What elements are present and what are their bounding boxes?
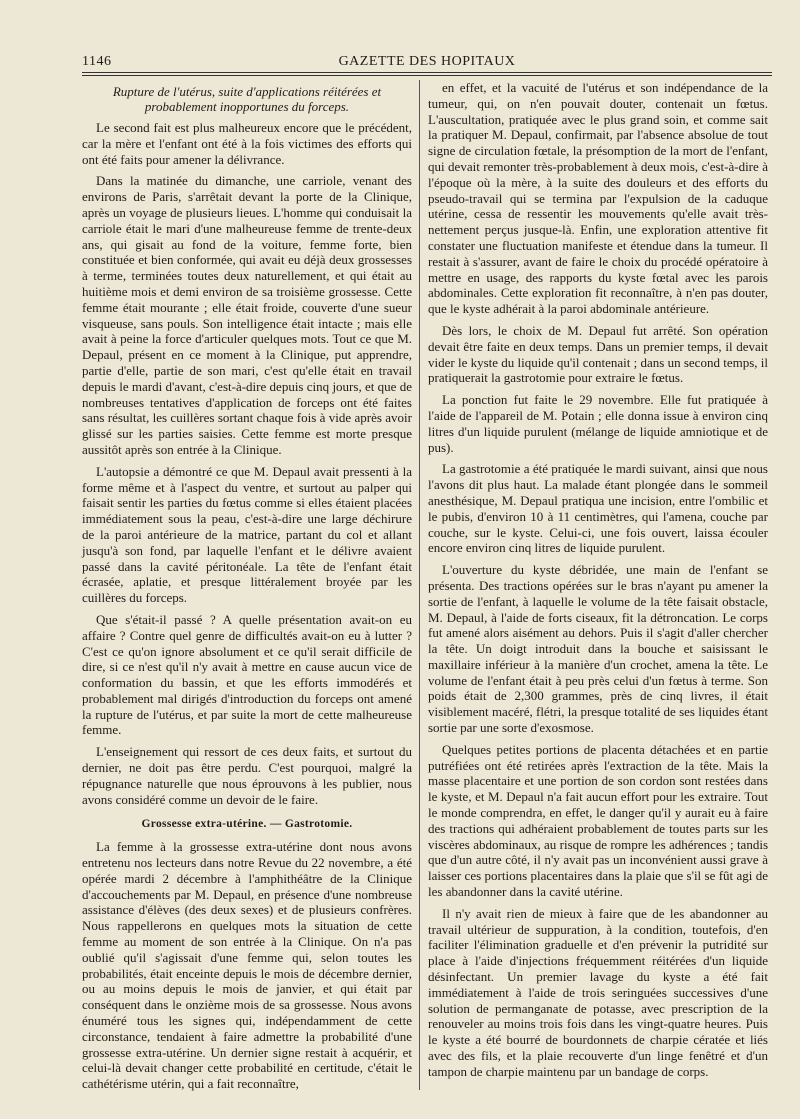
- paragraph: Que s'était-il passé ? A quelle présentation avait-on eu affaire ? Contre quel genre de difficultés avait-on eu à lutter ? C'est ce qu'on ignore absolument et ce qu'il serait difficile de dire, si ce n'est qu'il n'y avait à mettre en cause aucun vice de conformation du bassin, et que les efforts immodérés et probablement mal dirigés d'introduction du forceps ont amené la rupture de l'utérus, et par suite la mort de cette malheureuse femme.: [82, 611, 412, 738]
- header-rule-double: [82, 75, 772, 76]
- paragraph: en effet, et la vacuité de l'utérus et son indépendance de la tumeur, qui, on n'en pouvait douter, contenait un fœtus. L'auscultation, pratiquée avec le plus grand soin, et comme sait la pratiquer M. Depaul, confirmait, par l'absence absolue de tout signe de circulation fœtale, la présomption de la mort de l'enfant, qui devait remonter très-probablement à deux mois, c'est-à-dire à l'époque où la mère, à la suite des douleurs et des efforts du pseudo-travail qui se termina par l'expulsion de la caduque utérine, cessa de ressentir les mouvements qu'elle avait très-nettement perçus jusque-là. Enfin, une exploration attentive fit constater une fluctuation manifeste et étendue dans la tumeur. Il restait à s'assurer, avant de faire le choix du procédé opératoire à mettre en usage, des rapports du kyste fœtal avec les parois abdominales. Cette exploration fit reconnaître, à n'en pas douter, que le kyste adhérait à la paroi abdominale antérieure.: [428, 80, 768, 317]
- paragraph: La ponction fut faite le 29 novembre. Elle fut pratiquée à l'aide de l'appareil de M. Potain ; elle donna issue à environ cinq litres d'un liquide purulent (mélange de liquide amniotique et de pus).: [428, 392, 768, 455]
- left-column: [82, 80, 412, 1098]
- journal-title: GAZETTE DES HOPITAUX: [338, 54, 516, 69]
- paragraph: Le second fait est plus malheureux encore que le précédent, car la mère et l'enfant ont été à la fois victimes des efforts qui ont été faits pour amener la délivrance.: [82, 120, 412, 167]
- paragraph: Dans la matinée du dimanche, une carriole, venant des environs de Paris, s'arrêtait devant la porte de la Clinique, après un voyage de plusieurs lieues. L'homme qui conduisait la carriole était le mari d'une malheureuse femme de trente-deux ans, qui gisait au fond de la voiture, femme forte, bien constituée et bien conformée, qui avait eu déjà deux grossesses à terme, terminées toutes deux naturellement, et qui était au huitième mois et demi environ de sa troisième grossesse. Cette femme était mourante ; elle était froide, couverte d'une sueur visqueuse, sans pouls. Son intelligence était intacte ; mais elle avait à peine la force d'articuler quelques mots. Tout ce que M. Depaul, présent en ce moment à la Clinique, put apprendre, partie d'elle, partie de son mari, c'est qu'elle était en travail depuis le mardi d'avant, c'est-à-dire depuis cinq jours, et que de nombreuses tentatives d'application de forceps ont été faites sans résultat, les cuillères sortant chaque fois à vide après avoir glissé sur les parties saisies. Cette femme est morte presque aussitôt après son entrée à la Clinique.: [82, 173, 412, 457]
- paragraph: L'enseignement qui ressort de ces deux faits, et surtout du dernier, ne doit pas être perdu. C'est pourquoi, malgré la répugnance naturelle que nous éprouvons à les publier, nous avons considéré comme un devoir de le faire.: [82, 744, 412, 807]
- paragraph: Quelques petites portions de placenta détachées et en partie putréfiées ont été retirées après l'extraction de la tête. Mais la masse placentaire et une portion de son cordon sont restées dans le kyste, et M. Depaul n'a fait aucun effort pour les extraire. Tout le monde comprendra, en effet, le danger qu'il y aurait eu à faire des tractions qui adhéraient probablement de toutes parts sur les viscères abdominaux, au risque de rompre les adhérences ; tandis que d'un autre côté, il n'y avait pas un inconvénient aussi grave à laisser ces portions placentaires dans la plaie que s'il se fût agi de les abandonner dans la cavité utérine.: [428, 741, 768, 900]
- paragraph: Il n'y avait rien de mieux à faire que de les abandonner au travail ultérieur de suppuration, à la condition, toutefois, d'en faciliter l'élimination graduelle et d'en prévenir la putridité sur place à l'aide d'injections fréquemment réitérées d'un liquide désinfectant. Un premier lavage du kyste a été fait immédiatement à l'aide de trois seringuées successives d'une solution de permanganate de potasse, avec prescription de la renouveler au moins trois fois dans les vingt-quatre heures. Puis le kyste a été bourré de bourdonnets de charpie cératée et liés avec des fils, et la plaie recouverte d'un linge fenêtré et d'un tampon de charpie maintenu par un bandage de corps.: [428, 905, 768, 1079]
- paragraph: L'ouverture du kyste débridée, une main de l'enfant se présenta. Des tractions opérées sur le bras n'ayant pu amener la sortie de l'enfant, à laquelle le volume de la tête faisait obstacle, M. Depaul, à l'aide de forts ciseaux, fit la détroncation. Le corps fut amené alors aisément au dehors. Puis il s'agit d'aller chercher la tête. Un doigt introduit dans la bouche et saisissant le maxillaire inférieur à la manière d'un crochet, amena la tête. Le volume de l'enfant était à peu près celui d'un fœtus à terme. Son poids était de 2,300 grammes, près de cinq livres, il était visiblement macéré, flétri, la presque totalité de ses liquides étant sortie par une sorte d'exosmose.: [428, 562, 768, 736]
- paragraph: La femme à la grossesse extra-utérine dont nous avons entretenu nos lecteurs dans notre Revue du 22 novembre, a été opérée mardi 2 décembre à l'amphithéâtre de la Clinique d'accouchements par M. Depaul, en présence d'une nombreuse assistance d'élèves (des deux sexes) et de plusieurs confrères. Nous rappellerons en quelques mots la situation de cette femme au moment de son entrée à la Clinique. On n'a pas oublié qu'il s'agissait d'une femme qui, selon toutes les probabilités, était enceinte depuis le mois de décembre dernier, ou au moins depuis le mois de janvier, et qui était par conséquent dans le onzième mois de sa grossesse. Nous avons énuméré tous les signes qui, indépendamment de cette circonstance, tendaient à faire admettre la probabilité d'une grossesse extra-utérine. Un dernier signe restait à acquérir, et celui-là devait changer cette probabilité en certitude, c'était le cathétérisme utérin, qui a fait reconnaître,: [82, 839, 412, 1092]
- subsection-title: Grossesse extra-utérine. — Gastrotomie.: [141, 818, 353, 831]
- column-separator: [419, 80, 420, 1090]
- header-rule: [82, 72, 772, 73]
- paragraph: L'autopsie a démontré ce que M. Depaul avait pressenti à la forme même et à l'aspect du ventre, et surtout au palper qui faisait sentir les parties du fœtus comme si elles étaient placées immédiatement sous la peau, c'est-à-dire une large déchirure de la paroi antérieure de la matrice, partant du col et allant jusqu'à son fond, par laquelle l'enfant et le délivre avaient passé dans la cavité péritonéale. La tête de l'enfant était écrasée, aplatie, et presque littéralement broyée par les cuillères du forceps.: [82, 463, 412, 606]
- page-number: 1146: [82, 54, 112, 69]
- page-header: [82, 48, 772, 70]
- right-column: [428, 80, 768, 1086]
- paragraph: La gastrotomie a été pratiquée le mardi suivant, ainsi que nous l'avons dit plus haut. La malade étant plongée dans le sommeil anesthésique, M. Depaul pratiqua une incision, entre l'ombilic et le pubis, d'environ 10 à 11 centimètres, qui l'amena, couche par couche, sur le kyste. Celui-ci, une fois ouvert, laissa écouler encore environ cinq litres de liquide purulent.: [428, 461, 768, 556]
- section-title: Rupture de l'utérus, suite d'applications réitérées et probablement inopportunes du forceps.: [112, 84, 382, 114]
- paragraph: Dès lors, le choix de M. Depaul fut arrêté. Son opération devait être faite en deux temps. Dans un premier temps, il devait vider le kyste du liquide qu'il contenait ; dans un second temps, il pratiquerait la gastrotomie pour extraire le fœtus.: [428, 322, 768, 386]
